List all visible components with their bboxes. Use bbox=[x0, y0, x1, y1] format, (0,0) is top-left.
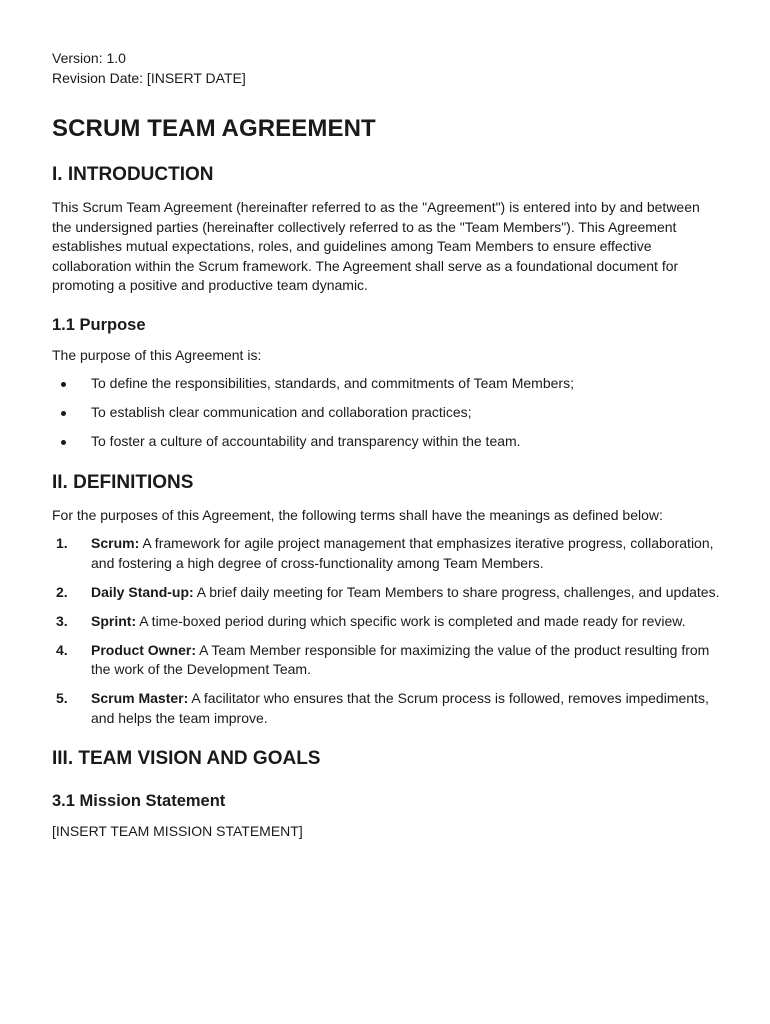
definition-text: A framework for agile project management that emphasizes iterative progress, collaboration, and fostering a high degree of cross-functionality among Team Members. bbox=[91, 535, 714, 571]
introduction-heading: I. INTRODUCTION bbox=[52, 164, 214, 185]
definition-item bbox=[52, 641, 722, 680]
definition-term: Sprint: bbox=[91, 612, 137, 629]
list-item-text: To establish clear communication and collaboration practices; bbox=[91, 404, 472, 420]
item-number: 1. bbox=[56, 535, 68, 551]
introduction-paragraph: This Scrum Team Agreement (hereinafter referred to as the "Agreement") is entered into by and between the undersigned parties (hereinafter collectively referred to as the "Team Members"). This Agreement establishes mutual expectations, roles, and guidelines among Team Members to ensure effective collaboration within the Scrum framework. The Agreement shall serve as a foundational document for promoting a positive and productive team dynamic. bbox=[52, 199, 700, 293]
definition-text: A time-boxed period during which specific work is completed and made ready for review. bbox=[136, 612, 686, 629]
list-item-text: To foster a culture of accountability and transparency within the team. bbox=[91, 433, 521, 449]
definition-term: Scrum: bbox=[91, 535, 140, 551]
bullet-icon bbox=[61, 411, 66, 416]
list-item-text: To define the responsibilities, standards, and commitments of Team Members; bbox=[91, 375, 574, 391]
version-line: Version: 1.0 bbox=[52, 50, 126, 66]
bullet-icon bbox=[61, 440, 66, 445]
definition-text: A facilitator who ensures that the Scrum process is followed, removes impediments, and helps the team improve. bbox=[91, 690, 709, 726]
item-number: 2. bbox=[56, 583, 68, 600]
item-number: 4. bbox=[56, 641, 68, 658]
document-page bbox=[52, 48, 722, 842]
list-item bbox=[52, 374, 722, 394]
definitions-lead: For the purposes of this Agreement, the following terms shall have the meanings as defined below: bbox=[52, 506, 663, 523]
definition-item bbox=[52, 612, 722, 632]
definition-item bbox=[52, 534, 722, 573]
document-title: SCRUM TEAM AGREEMENT bbox=[52, 115, 376, 142]
revision-date-line: Revision Date: [INSERT DATE] bbox=[52, 70, 246, 86]
list-item bbox=[52, 432, 722, 452]
definition-term: Daily Stand-up: bbox=[91, 583, 194, 600]
vision-heading: III. TEAM VISION AND GOALS bbox=[52, 748, 321, 769]
definitions-list bbox=[52, 534, 722, 728]
mission-heading: 3.1 Mission Statement bbox=[52, 792, 226, 810]
mission-text: [INSERT TEAM MISSION STATEMENT] bbox=[52, 823, 303, 839]
definition-item bbox=[52, 689, 722, 728]
list-item bbox=[52, 403, 722, 423]
bullet-icon bbox=[61, 382, 66, 387]
definition-term: Scrum Master: bbox=[91, 690, 189, 706]
definition-item bbox=[52, 583, 722, 603]
definition-text: A brief daily meeting for Team Members to share progress, challenges, and updates. bbox=[193, 583, 720, 600]
item-number: 5. bbox=[56, 690, 68, 706]
purpose-heading: 1.1 Purpose bbox=[52, 315, 146, 334]
item-number: 3. bbox=[56, 612, 68, 629]
purpose-lead: The purpose of this Agreement is: bbox=[52, 346, 262, 363]
definition-term: Product Owner: bbox=[91, 641, 197, 658]
purpose-list bbox=[52, 374, 722, 452]
definitions-heading: II. DEFINITIONS bbox=[52, 471, 194, 493]
definition-text: A Team Member responsible for maximizing the value of the product resulting from the work of the Development Team. bbox=[91, 641, 710, 677]
